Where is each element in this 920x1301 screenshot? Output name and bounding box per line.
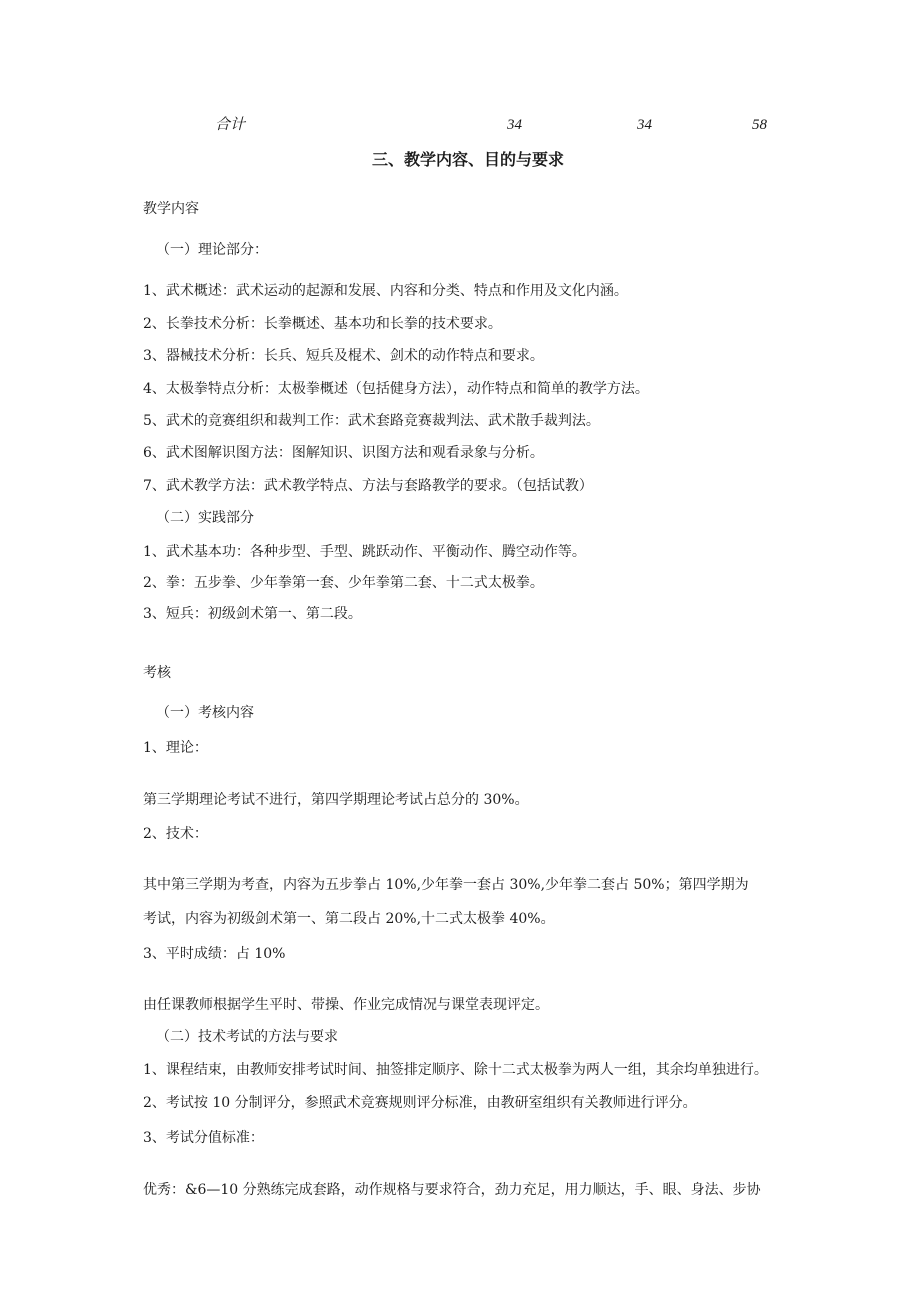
- excellent-standard: 优秀：&6—10 分熟练完成套路，动作规格与要求符合，劲力充足，用力顺达，手、眼、身法、步协: [143, 1182, 761, 1198]
- teaching-heading: 教学内容: [143, 201, 199, 217]
- theory-heading: （一）理论部分：: [156, 242, 268, 258]
- method-item: 1、课程结束，由教师安排考试时间、抽签排定顺序、除十二式太极拳为两人一组，其余均单独进行。: [143, 1062, 768, 1078]
- usual-score-text: 由任课教师根据学生平时、带操、作业完成情况与课堂表现评定。: [143, 997, 549, 1013]
- total-label: 合计: [215, 117, 246, 133]
- practice-item: 3、短兵：初级剑术第一、第二段。: [143, 606, 362, 622]
- theory-item: 1、武术概述：武术运动的起源和发展、内容和分类、特点和作用及文化内涵。: [143, 283, 628, 299]
- assessment-content-heading: （一）考核内容: [156, 705, 254, 721]
- section-title: 三、教学内容、目的与要求: [372, 150, 565, 169]
- method-item: 3、考试分值标准：: [143, 1130, 264, 1146]
- theory-item: 3、器械技术分析：长兵、短兵及棍术、剑术的动作特点和要求。: [143, 348, 544, 364]
- theory-text: 第三学期理论考试不进行，第四学期理论考试占总分的 30%。: [143, 792, 529, 808]
- assessment-heading: 考核: [143, 665, 171, 681]
- practice-heading: （二）实践部分: [156, 510, 254, 526]
- total-value-2: 34: [637, 117, 652, 133]
- theory-item: 5、武术的竞赛组织和裁判工作：武术套路竞赛裁判法、武术散手裁判法。: [143, 413, 600, 429]
- theory-item: 2、长拳技术分析：长拳概述、基本功和长拳的技术要求。: [143, 316, 502, 332]
- theory-item: 4、太极拳特点分析：太极拳概述（包括健身方法），动作特点和简单的教学方法。: [143, 381, 649, 397]
- practice-item: 1、武术基本功：各种步型、手型、跳跃动作、平衡动作、腾空动作等。: [143, 544, 586, 560]
- skill-label: 2、技术：: [143, 826, 208, 842]
- theory-label: 1、理论：: [143, 740, 208, 756]
- method-heading: （二）技术考试的方法与要求: [156, 1029, 338, 1045]
- theory-item: 7、武术教学方法：武术教学特点、方法与套路教学的要求。（包括试教）: [143, 478, 593, 494]
- skill-text-line-2: 考试，内容为初级剑术第一、第二段占 20%,十二式太极拳 40%。: [143, 911, 555, 927]
- usual-score-label: 3、平时成绩：占 10%: [143, 946, 286, 962]
- skill-text-line-1: 其中第三学期为考查，内容为五步拳占 10%,少年拳一套占 30%,少年拳二套占 50%；第四学期为: [143, 877, 749, 893]
- total-value-3: 58: [752, 117, 767, 133]
- total-value-1: 34: [507, 117, 522, 133]
- theory-item: 6、武术图解识图方法：图解知识、识图方法和观看录象与分析。: [143, 445, 544, 461]
- method-item: 2、考试按 10 分制评分，参照武术竞赛规则评分标准，由教研室组织有关教师进行评分。: [143, 1095, 697, 1111]
- practice-item: 2、拳：五步拳、少年拳第一套、少年拳第二套、十二式太极拳。: [143, 575, 544, 591]
